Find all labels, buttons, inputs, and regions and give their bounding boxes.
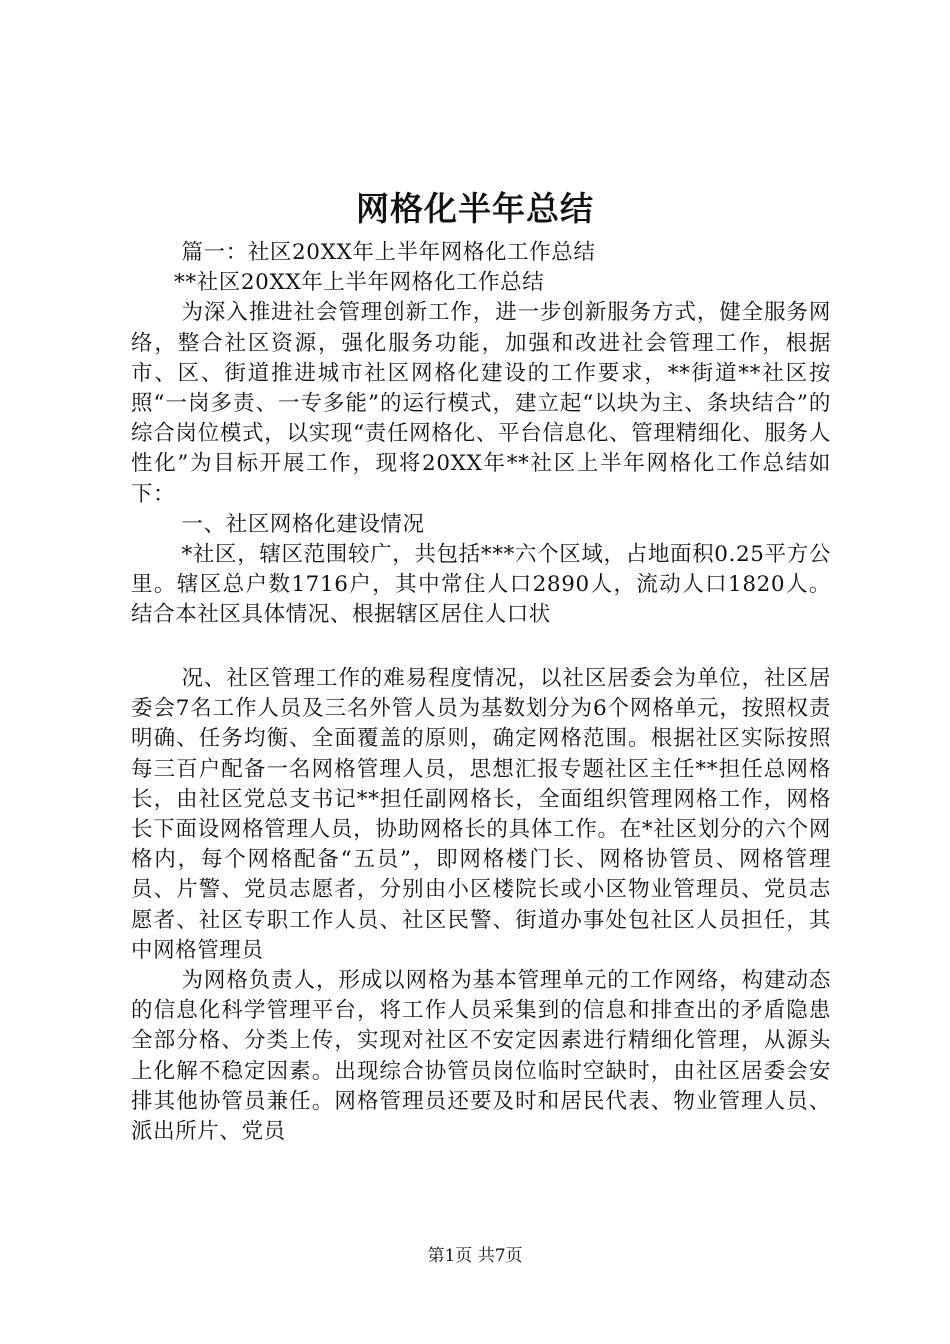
subheading-1: 篇一：社区20XX年上半年网格化工作总结 — [181, 240, 596, 265]
subheading-2: **社区20XX年上半年网格化工作总结 — [174, 270, 545, 296]
paragraph-grid-responsibility: 为网格负责人，形成以网格为基本管理单元的工作网络，构建动态的信息化科学管理平台，将工作人员采集到的信息和排查出的矛盾隐患全部分格、分类上传，实现对社区不安定因素进行精细化管理，从源头上化解不稳定因素。出现综合协管员岗位临时空缺时，由社区居委会安排其他协管员兼任。网格管理员还要及时和居民代表、物业管理人员、派出所片、党员 — [131, 968, 831, 1145]
page-number: 第1页 共7页 — [427, 1246, 523, 1266]
document-title: 网格化半年总结 — [356, 189, 594, 228]
document-body-top — [131, 238, 831, 631]
document-body-bottom — [131, 664, 831, 1147]
paragraph-grid-setup: 况、社区管理工作的难易程度情况，以社区居委会为单位，社区居委会7名工作人员及三名外管人员为基数划分为6个网格单元，按照权责明确、任务均衡、全面覆盖的原则，确定网格范围。根据社区实际按照每三百户配备一名网格管理人员，思想汇报专题社区主任**担任总网格长，由社区党总支书记**担任副网格长，全面组织管理网格工作，网格长下面设网格管理人员，协助网格长的具体工作。在*社区划分的六个网格内，每个网格配备“五员”，即网格楼门长、网格协管员、网格管理员、片警、党员志愿者，分别由小区楼院长或小区物业管理员、党员志愿者、社区专职工作人员、社区民警、街道办事处包社区人员担任，其中网格管理员 — [131, 666, 831, 963]
paragraph-overview: *社区，辖区范围较广，共包括***六个区域，占地面积0.25平方公里。辖区总户数1716户，其中常住人口2890人，流动人口1820人。结合本社区具体情况、根据辖区居住人口状 — [131, 542, 831, 628]
section-heading-1: 一、社区网格化建设情况 — [181, 511, 425, 537]
paragraph-intro: 为深入推进社会管理创新工作，进一步创新服务方式，健全服务网络，整合社区资源，强化服务功能，加强和改进社会管理工作，根据市、区、街道推进城市社区网格化建设的工作要求，**街道**社区按照“一岗多责、一专多能”的运行模式，建立起“以块为主、条块结合”的综合岗位模式，以实现“责任网格化、平台信息化、管理精细化、服务人性化”为目标开展工作，现将20XX年**社区上半年网格化工作总结如下： — [131, 300, 831, 507]
